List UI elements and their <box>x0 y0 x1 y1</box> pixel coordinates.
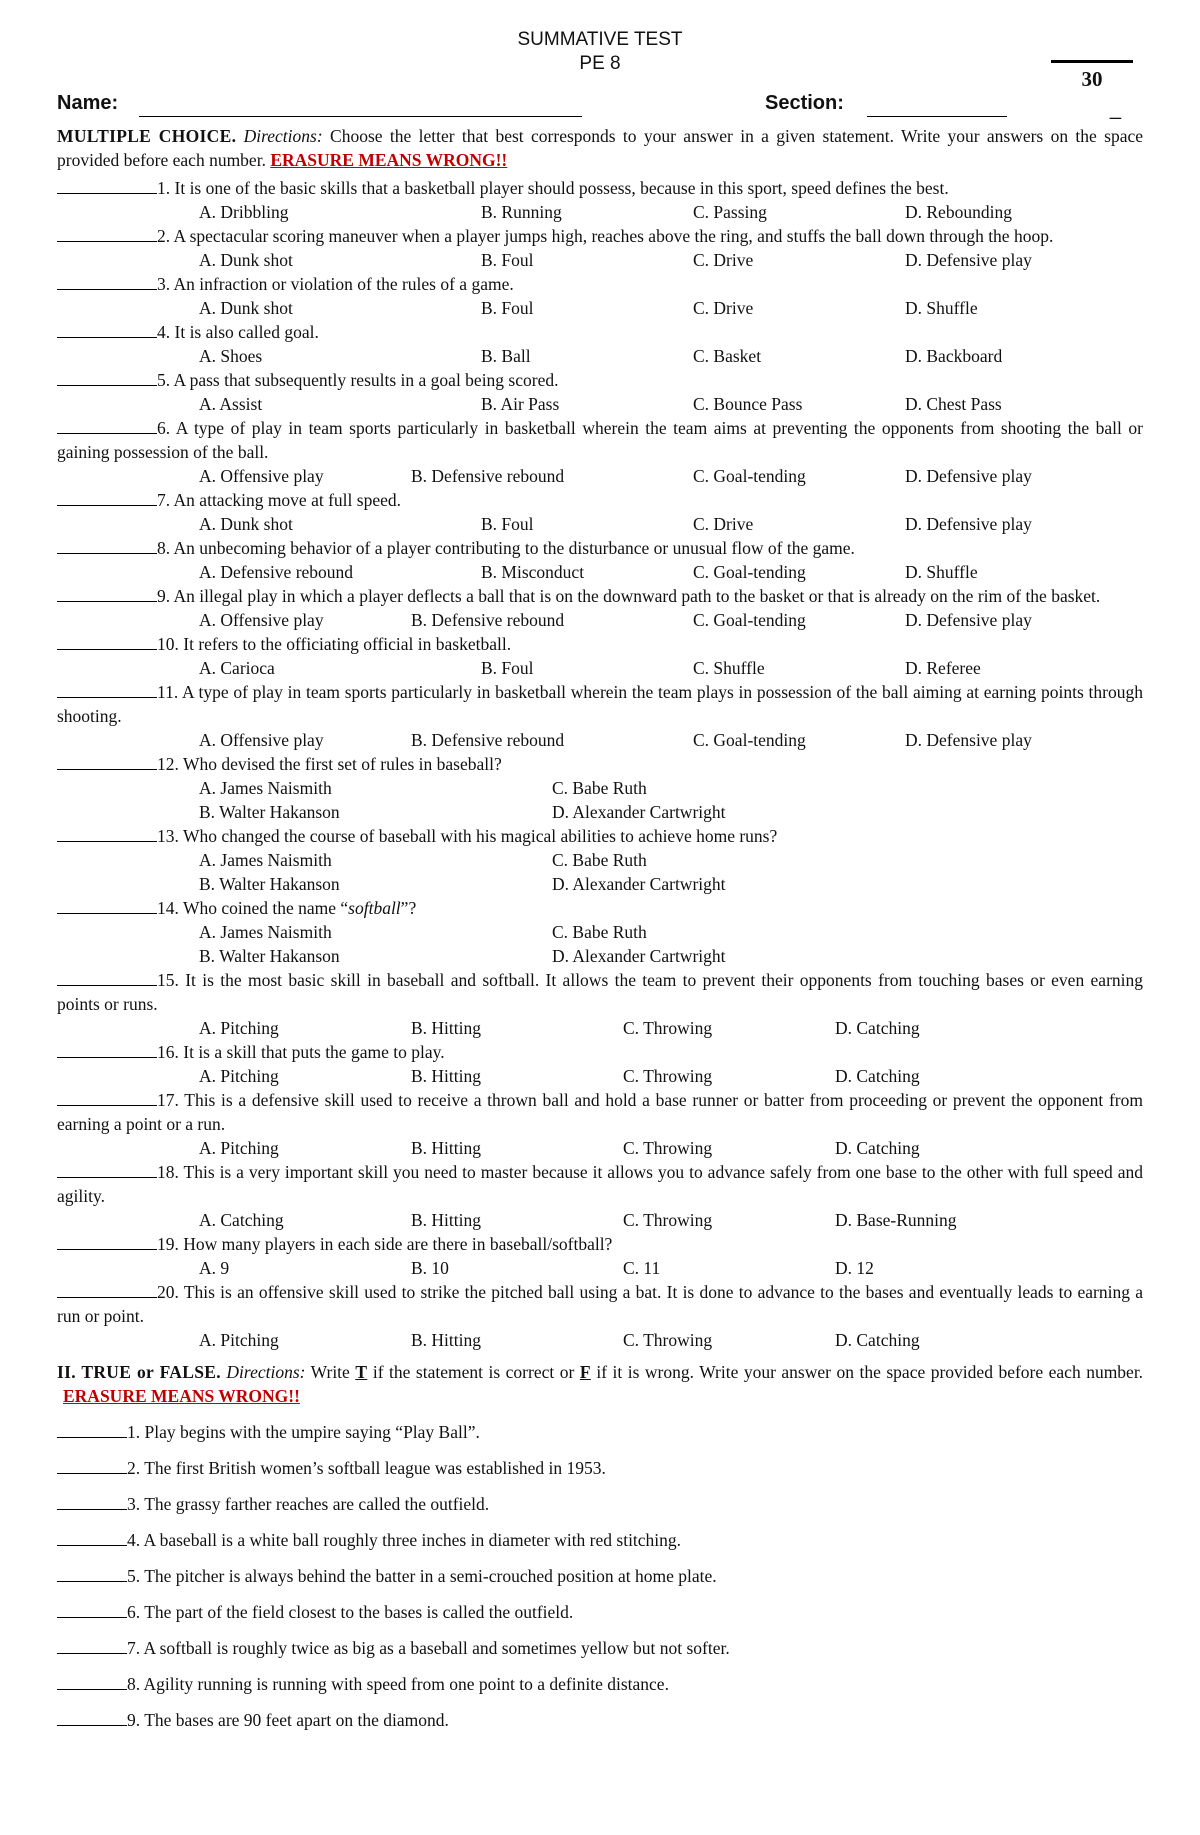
question-number: 6. <box>157 418 176 438</box>
tf-answer-blank[interactable] <box>57 1673 127 1690</box>
score-box <box>1051 60 1133 92</box>
choice-option: B. Foul <box>481 658 534 678</box>
question-8 <box>57 536 1143 560</box>
choice-option: C. Babe Ruth <box>552 922 647 942</box>
part1-heading: MULTIPLE CHOICE. <box>57 126 237 146</box>
answer-blank[interactable] <box>57 1161 157 1178</box>
question-text: It refers to the officiating official in basketball. <box>183 634 512 654</box>
question-number: 8. <box>157 538 174 558</box>
section-field[interactable] <box>867 116 1007 117</box>
tf-item-1 <box>57 1420 1143 1444</box>
choice-option: C. Goal-tending <box>693 610 806 630</box>
choices-row <box>57 848 1143 872</box>
question-text-italic: softball <box>348 898 401 918</box>
tf-number: 5. <box>127 1566 145 1586</box>
question-number: 11. <box>157 682 183 702</box>
choice-option: A. Offensive play <box>199 466 324 486</box>
choice-option: B. Running <box>481 202 562 222</box>
choice-option: C. Shuffle <box>693 658 765 678</box>
question-text: A pass that subsequently results in a goal being scored. <box>173 370 559 390</box>
question-number: 7. <box>157 490 174 510</box>
question-text: A spectacular scoring maneuver when a player jumps high, reaches above the ring, and stuffs the ball down through the hoop. <box>173 226 1054 246</box>
choice-option: D. Alexander Cartwright <box>552 946 726 966</box>
choice-option: C. Bounce Pass <box>693 394 803 414</box>
question-number: 14. <box>157 898 183 918</box>
choice-option: B. Hitting <box>411 1210 482 1230</box>
tf-text: Play begins with the umpire saying “Play Ball”. <box>144 1422 480 1442</box>
choice-option: D. Catching <box>835 1066 920 1086</box>
tf-text: A softball is roughly twice as big as a baseball and sometimes yellow but not softer. <box>143 1638 730 1658</box>
answer-blank[interactable] <box>57 225 157 242</box>
answer-blank[interactable] <box>57 1281 157 1298</box>
tf-answer-blank[interactable] <box>57 1529 127 1546</box>
choice-option: A. Carioca <box>199 658 275 678</box>
false-letter: F <box>579 1362 591 1382</box>
question-number: 10. <box>157 634 184 654</box>
choice-option: B. Misconduct <box>481 562 585 582</box>
name-label: Name: <box>57 92 119 114</box>
question-number: 4. <box>157 322 175 342</box>
question-number: 16. <box>157 1042 184 1062</box>
question-2 <box>57 224 1143 248</box>
question-9 <box>57 584 1143 608</box>
choice-option: D. Alexander Cartwright <box>552 874 726 894</box>
tf-text: A baseball is a white ball roughly three inches in diameter with red stitching. <box>143 1530 682 1550</box>
choices-row <box>57 248 1143 272</box>
choice-option: C. Throwing <box>623 1138 713 1158</box>
choice-option: D. Base-Running <box>835 1210 957 1230</box>
choice-option: A. Assist <box>199 394 263 414</box>
question-17 <box>57 1088 1143 1136</box>
choices-row <box>57 1064 1143 1088</box>
part2-directions-label: Directions: <box>226 1362 306 1382</box>
answer-blank[interactable] <box>57 585 157 602</box>
section-tail: _ <box>1109 98 1121 120</box>
tf-number: 3. <box>127 1494 145 1514</box>
choice-option: D. Rebounding <box>905 202 1012 222</box>
question-text: Who devised the first set of rules in baseball? <box>182 754 502 774</box>
choice-option: B. Foul <box>481 298 534 318</box>
choice-option: A. Offensive play <box>199 730 324 750</box>
tf-answer-blank[interactable] <box>57 1421 127 1438</box>
choices-row <box>57 1328 1143 1352</box>
question-text: An infraction or violation of the rules of a game. <box>173 274 514 294</box>
choice-option: D. Defensive play <box>905 610 1032 630</box>
choice-option: D. Catching <box>835 1330 920 1350</box>
name-section-row <box>57 92 1143 120</box>
name-field[interactable] <box>139 116 582 117</box>
choices-row <box>57 464 1143 488</box>
choice-option: C. Babe Ruth <box>552 778 647 798</box>
question-number: 12. <box>157 754 183 774</box>
choice-option: C. Throwing <box>623 1210 713 1230</box>
score-line <box>1051 60 1133 63</box>
choice-option: D. Defensive play <box>905 514 1032 534</box>
question-text: It is the most basic skill in baseball and softball. It allows the team to prevent their opponents from touching bases or even earning points or runs. <box>57 970 1144 1014</box>
choices-row <box>57 296 1143 320</box>
choices-row <box>57 776 1143 800</box>
part1-instructions <box>57 124 1143 172</box>
question-5 <box>57 368 1143 392</box>
choice-option: D. Alexander Cartwright <box>552 802 726 822</box>
choice-option: A. Pitching <box>199 1330 279 1350</box>
question-text: This is an offensive skill used to strike the pitched ball using a bat. It is done to advance to the bases and eventually leads to earning a run or point. <box>57 1282 1144 1326</box>
choice-option: B. Ball <box>481 346 531 366</box>
choice-option: A. Shoes <box>199 346 263 366</box>
tf-item-6 <box>57 1600 1143 1624</box>
answer-blank[interactable] <box>57 489 157 506</box>
choice-option: B. 10 <box>411 1258 449 1278</box>
question-12 <box>57 752 1143 776</box>
question-number: 9. <box>157 586 174 606</box>
choice-option: B. Hitting <box>411 1018 482 1038</box>
question-7 <box>57 488 1143 512</box>
choice-option: D. Shuffle <box>905 562 978 582</box>
tf-item-3 <box>57 1492 1143 1516</box>
tf-answer-blank[interactable] <box>57 1637 127 1654</box>
choice-option: D. Defensive play <box>905 250 1032 270</box>
choice-option: A. James Naismith <box>199 850 332 870</box>
tf-answer-blank[interactable] <box>57 1457 127 1474</box>
question-11 <box>57 680 1143 728</box>
tf-text: The grassy farther reaches are called the outfield. <box>144 1494 490 1514</box>
answer-blank[interactable] <box>57 633 157 650</box>
total-score: 30 <box>1081 67 1103 91</box>
choice-option: A. Pitching <box>199 1138 279 1158</box>
choice-option: A. James Naismith <box>199 922 332 942</box>
true-letter: T <box>355 1362 368 1382</box>
question-number: 1. <box>157 178 175 198</box>
question-text-end: ”? <box>400 898 417 918</box>
choice-option: C. Throwing <box>623 1330 713 1350</box>
answer-blank[interactable] <box>57 1041 157 1058</box>
part2-warning: ERASURE MEANS WRONG!! <box>63 1386 300 1406</box>
title-line-1: SUMMATIVE TEST <box>517 29 683 50</box>
true-false-list <box>57 1420 1143 1732</box>
choices-row <box>57 560 1143 584</box>
part1-directions-text: Choose the letter that best corresponds to your answer in a given statement. Write your answers on the space provided before each number. <box>57 126 1144 170</box>
choice-option: C. Drive <box>693 250 754 270</box>
tf-item-4 <box>57 1528 1143 1552</box>
question-10 <box>57 632 1143 656</box>
choice-option: A. Dunk shot <box>199 250 293 270</box>
choice-option: C. Babe Ruth <box>552 850 647 870</box>
choice-option: A. Dribbling <box>199 202 289 222</box>
choice-option: B. Hitting <box>411 1138 482 1158</box>
test-title <box>57 28 1143 76</box>
tf-number: 9. <box>127 1710 145 1730</box>
choice-option: B. Walter Hakanson <box>199 946 340 966</box>
tf-item-9 <box>57 1708 1143 1732</box>
question-text: How many players in each side are there in baseball/softball? <box>183 1234 613 1254</box>
answer-blank[interactable] <box>57 681 157 698</box>
tf-text: The pitcher is always behind the batter in a semi-crouched position at home plate. <box>144 1566 717 1586</box>
choice-option: B. Foul <box>481 250 534 270</box>
choice-option: D. Referee <box>905 658 981 678</box>
tf-number: 2. <box>127 1458 145 1478</box>
tf-item-8 <box>57 1672 1143 1696</box>
choices-row <box>57 1256 1143 1280</box>
choice-option: B. Hitting <box>411 1066 482 1086</box>
question-number: 2. <box>157 226 174 246</box>
choice-option: B. Defensive rebound <box>411 466 565 486</box>
tf-answer-blank[interactable] <box>57 1601 127 1618</box>
answer-blank[interactable] <box>57 1089 157 1106</box>
choice-option: B. Defensive rebound <box>411 610 565 630</box>
question-text: An unbecoming behavior of a player contributing to the disturbance or unusual flow of the game. <box>173 538 855 558</box>
test-page <box>57 22 1143 1732</box>
choice-option: C. Goal-tending <box>693 466 806 486</box>
choice-option: D. Defensive play <box>905 466 1032 486</box>
question-number: 15. <box>157 970 186 990</box>
choice-option: C. Basket <box>693 346 762 366</box>
test-header <box>57 22 1143 122</box>
choice-option: A. Pitching <box>199 1018 279 1038</box>
part2-dir-write: Write <box>310 1362 350 1382</box>
choice-option: D. Catching <box>835 1138 920 1158</box>
answer-blank[interactable] <box>57 321 157 338</box>
choices-row <box>57 344 1143 368</box>
question-text: It is one of the basic skills that a basketball player should possess, because in this sport, speed defines the best. <box>174 178 949 198</box>
choice-option: A. Offensive play <box>199 610 324 630</box>
answer-blank[interactable] <box>57 537 157 554</box>
choice-option: B. Walter Hakanson <box>199 874 340 894</box>
tf-number: 6. <box>127 1602 145 1622</box>
answer-blank[interactable] <box>57 273 157 290</box>
part1-warning: ERASURE MEANS WRONG!! <box>270 150 508 170</box>
choice-option: C. Passing <box>693 202 767 222</box>
question-13 <box>57 824 1143 848</box>
choices-row <box>57 728 1143 752</box>
answer-blank[interactable] <box>57 897 157 914</box>
question-20 <box>57 1280 1143 1328</box>
answer-blank[interactable] <box>57 177 157 194</box>
question-text: This is a defensive skill used to receive a thrown ball and hold a base runner or batter from proceeding or prevent the opponent from earning a point or a run. <box>57 1090 1143 1134</box>
choice-option: B. Defensive rebound <box>411 730 565 750</box>
tf-answer-blank[interactable] <box>57 1565 127 1582</box>
question-number: 13. <box>157 826 183 846</box>
choice-option: A. Catching <box>199 1210 284 1230</box>
choice-option: A. Defensive rebound <box>199 562 354 582</box>
question-number: 18. <box>157 1162 184 1182</box>
choices-row <box>57 656 1143 680</box>
choice-option: B. Foul <box>481 514 534 534</box>
question-text: It is also called goal. <box>174 322 319 342</box>
choice-option: D. Shuffle <box>905 298 978 318</box>
tf-item-7 <box>57 1636 1143 1660</box>
tf-number: 1. <box>127 1422 145 1442</box>
question-text: A type of play in team sports particularly in basketball wherein the team plays in possession of the ball aiming at earning points through shooting. <box>57 682 1143 726</box>
choice-option: C. Drive <box>693 514 754 534</box>
question-16 <box>57 1040 1143 1064</box>
tf-number: 8. <box>127 1674 144 1694</box>
question-14 <box>57 896 1143 920</box>
question-number: 19. <box>157 1234 184 1254</box>
question-6 <box>57 416 1143 464</box>
choice-option: A. 9 <box>199 1258 230 1278</box>
choices-row <box>57 1136 1143 1160</box>
choice-option: C. Drive <box>693 298 754 318</box>
choices-row <box>57 512 1143 536</box>
answer-blank[interactable] <box>57 417 157 434</box>
choice-option: B. Air Pass <box>481 394 560 414</box>
choice-option: C. Goal-tending <box>693 730 806 750</box>
question-text: An illegal play in which a player deflects a ball that is on the downward path to the basket or that is already on the rim of the basket. <box>173 586 1101 606</box>
choices-row <box>57 608 1143 632</box>
choice-option: A. Dunk shot <box>199 298 293 318</box>
choice-option: D. Backboard <box>905 346 1003 366</box>
tf-number: 7. <box>127 1638 144 1658</box>
choice-option: C. Throwing <box>623 1066 713 1086</box>
question-15 <box>57 968 1143 1016</box>
question-19 <box>57 1232 1143 1256</box>
choice-option: C. 11 <box>623 1258 661 1278</box>
question-text: Who changed the course of baseball with his magical abilities to achieve home runs? <box>182 826 778 846</box>
tf-item-2 <box>57 1456 1143 1480</box>
question-number: 3. <box>157 274 174 294</box>
choice-option: D. Defensive play <box>905 730 1032 750</box>
tf-text: The first British women’s softball league was established in 1953. <box>144 1458 606 1478</box>
answer-blank[interactable] <box>57 369 157 386</box>
question-text: Who coined the name “ <box>182 898 349 918</box>
answer-blank[interactable] <box>57 1233 157 1250</box>
question-18 <box>57 1160 1143 1208</box>
tf-text: Agility running is running with speed from one point to a definite distance. <box>143 1674 669 1694</box>
part2-instructions <box>57 1360 1143 1408</box>
answer-blank[interactable] <box>57 825 157 842</box>
choice-option: C. Goal-tending <box>693 562 806 582</box>
tf-text: The bases are 90 feet apart on the diamond. <box>144 1710 449 1730</box>
choice-option: D. Catching <box>835 1018 920 1038</box>
question-text: This is a very important skill you need to master because it allows you to advance safely from one base to the other with full speed and agility. <box>57 1162 1144 1206</box>
question-4 <box>57 320 1143 344</box>
question-text: An attacking move at full speed. <box>173 490 401 510</box>
section-label: Section: <box>765 92 844 114</box>
choice-option: B. Hitting <box>411 1330 482 1350</box>
title-line-2: PE 8 <box>579 53 621 74</box>
choices-row <box>57 200 1143 224</box>
answer-blank[interactable] <box>57 969 157 986</box>
question-text: A type of play in team sports particularly in basketball wherein the team aims at preventing the opponents from shooting the ball or gaining possession of the ball. <box>57 418 1143 462</box>
choice-option: B. Walter Hakanson <box>199 802 340 822</box>
choices-row <box>57 1208 1143 1232</box>
tf-answer-blank[interactable] <box>57 1709 127 1726</box>
question-number: 17. <box>157 1090 185 1110</box>
choices-row <box>57 920 1143 944</box>
question-number: 20. <box>157 1282 184 1302</box>
multiple-choice-list <box>57 176 1143 1352</box>
choice-option: D. Chest Pass <box>905 394 1002 414</box>
choice-option: A. Pitching <box>199 1066 279 1086</box>
choice-option: C. Throwing <box>623 1018 713 1038</box>
tf-answer-blank[interactable] <box>57 1493 127 1510</box>
choices-row <box>57 800 1143 824</box>
part2-dir-mid: if the statement is correct or <box>372 1362 575 1382</box>
question-3 <box>57 272 1143 296</box>
choices-row <box>57 872 1143 896</box>
tf-number: 4. <box>127 1530 144 1550</box>
choice-option: A. Dunk shot <box>199 514 293 534</box>
part1-directions-label: Directions: <box>243 126 323 146</box>
choices-row <box>57 1016 1143 1040</box>
answer-blank[interactable] <box>57 753 157 770</box>
question-text: It is a skill that puts the game to play. <box>183 1042 445 1062</box>
question-number: 5. <box>157 370 174 390</box>
tf-text: The part of the field closest to the bases is called the outfield. <box>144 1602 574 1622</box>
tf-item-5 <box>57 1564 1143 1588</box>
choice-option: A. James Naismith <box>199 778 332 798</box>
choices-row <box>57 392 1143 416</box>
part2-dir-end: if it is wrong. Write your answer on the space provided before each number. <box>596 1362 1144 1382</box>
part2-heading: II. TRUE or FALSE. <box>57 1362 221 1382</box>
choice-option: D. 12 <box>835 1258 874 1278</box>
question-1 <box>57 176 1143 200</box>
choices-row <box>57 944 1143 968</box>
